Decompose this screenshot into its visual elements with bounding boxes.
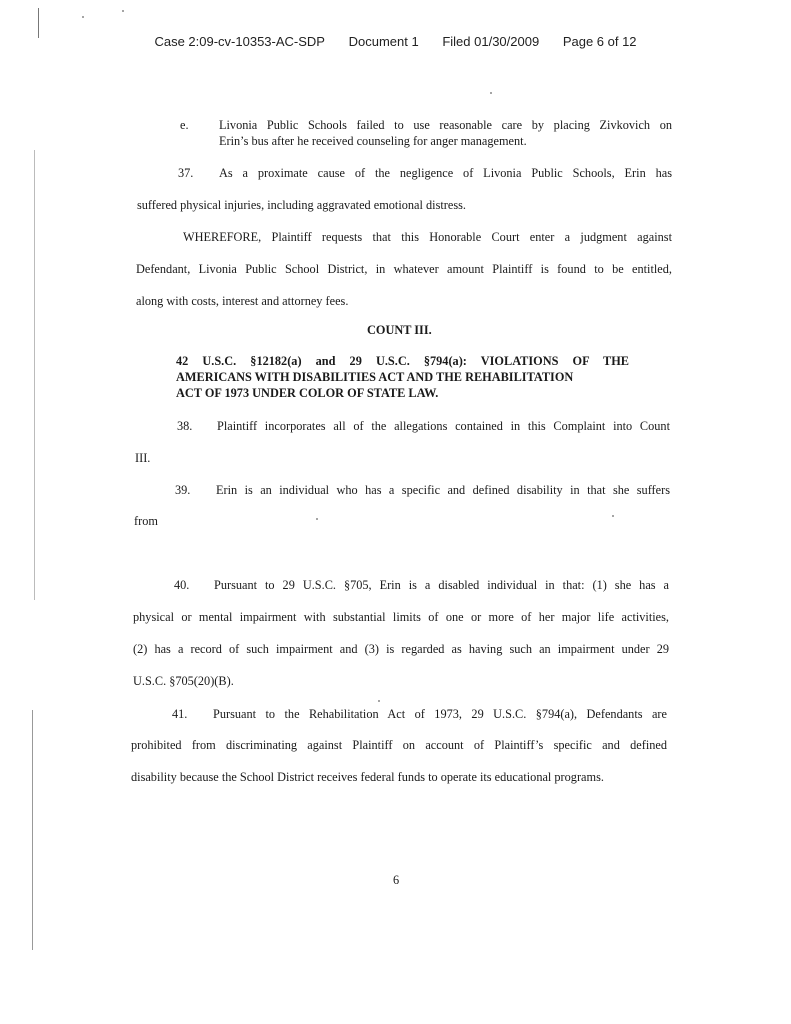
para-41-number: 41. — [172, 707, 188, 721]
para-41-line1: Pursuant to the Rehabilitation Act of 1973, 29 U.S.C. §794(a), Defendants are — [213, 707, 667, 721]
para-40-number: 40. — [174, 578, 190, 592]
para-41-line3: disability because the School District receives federal funds to operate its educational programs. — [131, 770, 604, 784]
para-39-line2: from — [134, 514, 158, 528]
para-40-line1: Pursuant to 29 U.S.C. §705, Erin is a disabled individual in that: (1) she has a — [214, 578, 669, 592]
para-40-line2: physical or mental impairment with substantial limits of one or more of her major life activities, — [133, 610, 669, 624]
scan-speck — [378, 700, 380, 702]
para-38-line2: III. — [135, 451, 151, 465]
count-title: COUNT III. — [367, 323, 432, 337]
case-header — [0, 34, 791, 49]
para-37-line2: suffered physical injuries, including aggravated emotional distress. — [137, 198, 466, 212]
wherefore-line3: along with costs, interest and attorney fees. — [136, 294, 349, 308]
wherefore-line1: WHEREFORE, Plaintiff requests that this Honorable Court enter a judgment against — [183, 230, 672, 244]
para-37-number: 37. — [178, 166, 194, 180]
scan-speck — [82, 16, 84, 18]
item-e-label: e. — [180, 118, 189, 132]
scan-speck — [316, 518, 318, 520]
item-e-line2: Erin’s bus after he received counseling for anger management. — [219, 134, 527, 148]
page-count: Page 6 of 12 — [562, 34, 637, 49]
count-heading-line2: AMERICANS WITH DISABILITIES ACT AND THE REHABILITATION — [176, 370, 574, 384]
para-39-number: 39. — [175, 483, 191, 497]
count-heading-line3: ACT OF 1973 UNDER COLOR OF STATE LAW. — [176, 386, 439, 400]
para-40-line3: (2) has a record of such impairment and (3) is regarded as having such an impairment under 29 — [133, 642, 669, 656]
wherefore-line2: Defendant, Livonia Public School District, in whatever amount Plaintiff is found to be entitled, — [136, 262, 672, 276]
scan-edge-line — [32, 710, 33, 950]
filed-date: Filed 01/30/2009 — [442, 34, 540, 49]
item-e-line1: Livonia Public Schools failed to use reasonable care by placing Zivkovich on — [219, 118, 672, 132]
count-heading-line1: 42 U.S.C. §12182(a) and 29 U.S.C. §794(a): VIOLATIONS OF THE — [176, 354, 629, 368]
case-number: Case 2:09-cv-10353-AC-SDP — [154, 34, 325, 49]
para-40-line4: U.S.C. §705(20)(B). — [133, 674, 234, 688]
document-number: Document 1 — [348, 34, 419, 49]
page-number: 6 — [393, 873, 400, 887]
scan-edge-line — [34, 150, 35, 600]
scan-speck — [122, 10, 124, 12]
para-38-number: 38. — [177, 419, 193, 433]
para-38-line1: Plaintiff incorporates all of the allegations contained in this Complaint into Count — [217, 419, 670, 433]
scan-speck — [490, 92, 492, 94]
scan-speck — [612, 515, 614, 517]
para-41-line2: prohibited from discriminating against Plaintiff on account of Plaintiff’s specific and defined — [131, 738, 667, 752]
para-39-line1: Erin is an individual who has a specific and defined disability in that she suffers — [216, 483, 670, 497]
para-37-line1: As a proximate cause of the negligence of Livonia Public Schools, Erin has — [219, 166, 672, 180]
